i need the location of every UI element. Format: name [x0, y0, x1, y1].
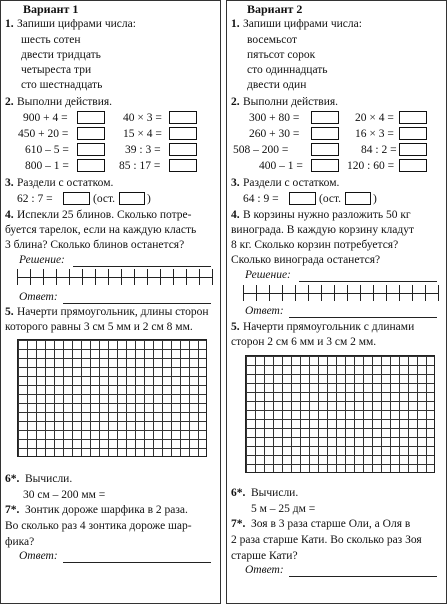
- tick: [69, 269, 70, 285]
- remainder-box[interactable]: [119, 192, 145, 205]
- task-5-line: сторон 2 см 6 мм и 3 см 2 мм.: [231, 336, 377, 348]
- tick: [308, 285, 309, 301]
- expression: 15 × 4 =: [123, 128, 162, 140]
- tick: [212, 269, 213, 285]
- number-word-3: сто одиннадцать: [247, 64, 328, 76]
- variant-title: Вариант 2: [247, 2, 303, 16]
- tick: [95, 269, 96, 285]
- expression: 16 × 3 =: [355, 128, 394, 140]
- task-7-line: старше Кати?: [231, 550, 298, 562]
- answer-box[interactable]: [77, 127, 105, 140]
- expression: 450 + 20 =: [18, 128, 69, 140]
- tick: [256, 285, 257, 301]
- answer-box[interactable]: [77, 159, 105, 172]
- expression: 39 : 3 =: [125, 144, 161, 156]
- tick: [386, 285, 387, 301]
- task-2-text: Выполни действия.: [243, 96, 339, 108]
- task-6-expression: 30 см – 200 мм =: [23, 489, 106, 501]
- tick: [373, 285, 374, 301]
- tick: [321, 285, 322, 301]
- expression: 84 : 2 =: [361, 144, 397, 156]
- task-6-text: Вычисли.: [251, 487, 299, 499]
- task-3-text: Раздели с остатком.: [243, 177, 340, 189]
- task-3-text: Раздели с остатком.: [17, 177, 114, 189]
- expression: 800 – 1 =: [25, 160, 69, 172]
- answer-label: Ответ:: [19, 291, 58, 303]
- task-4-line: 8 кг. Сколько корзин потребуется?: [231, 239, 399, 251]
- answer-underline: [63, 303, 211, 304]
- answer-box[interactable]: [311, 143, 339, 156]
- task-1-text: Запиши цифрами числа:: [243, 18, 362, 30]
- task-7-line: 2 раза старше Кати. Во сколько раз Зоя: [231, 534, 422, 546]
- answer-box[interactable]: [169, 127, 197, 140]
- division-expression: 64 : 9 =: [243, 193, 279, 205]
- tick: [438, 285, 439, 301]
- tick: [17, 269, 18, 285]
- variant-2-column: [226, 0, 447, 604]
- task-1-text: Запиши цифрами числа:: [17, 18, 136, 30]
- tick: [243, 285, 244, 301]
- tick: [160, 269, 161, 285]
- task-5-number: 5.: [231, 321, 240, 333]
- answer-label: Ответ:: [245, 305, 284, 317]
- answer-box[interactable]: [399, 111, 427, 124]
- task-5-line: Начерти прямоугольник, длины сторон: [17, 306, 209, 318]
- task-6-number: 6*.: [231, 487, 246, 499]
- remainder-close: ): [147, 193, 151, 205]
- remainder-box[interactable]: [345, 192, 371, 205]
- number-word-2: двести тридцать: [21, 49, 101, 61]
- tick: [199, 269, 200, 285]
- answer-underline: [63, 562, 211, 563]
- tick: [56, 269, 57, 285]
- answer-box[interactable]: [399, 159, 427, 172]
- tick: [412, 285, 413, 301]
- answer-box[interactable]: [77, 111, 105, 124]
- variant-title: Вариант 1: [23, 2, 79, 16]
- answer-box[interactable]: [169, 159, 197, 172]
- expression: 300 + 80 =: [249, 112, 300, 124]
- task-2-number: 2.: [5, 96, 14, 108]
- remainder-label: (ост.: [93, 193, 116, 205]
- expression: 40 × 3 =: [123, 112, 162, 124]
- tick: [43, 269, 44, 285]
- number-word-4: сто шестнадцать: [21, 79, 103, 91]
- task-5-number: 5.: [5, 306, 14, 318]
- answer-label: Ответ:: [19, 550, 58, 562]
- tick: [295, 285, 296, 301]
- task-4-number: 4.: [5, 209, 14, 221]
- tick: [186, 269, 187, 285]
- task-3-number: 3.: [231, 177, 240, 189]
- solution-label: Решение:: [19, 254, 65, 266]
- number-word-1: восемьсот: [247, 34, 297, 46]
- tick: [360, 285, 361, 301]
- expression: 508 – 200 =: [233, 144, 289, 156]
- task-4-line: 3 блина? Сколько блинов останется?: [5, 239, 185, 251]
- task-4-line: Сколько винограда останется?: [231, 254, 381, 266]
- task-1-number: 1.: [5, 18, 14, 30]
- solution-underline: [299, 281, 437, 282]
- tick: [82, 269, 83, 285]
- remainder-close: ): [373, 193, 377, 205]
- task-2-number: 2.: [231, 96, 240, 108]
- task-1-number: 1.: [231, 18, 240, 30]
- drawing-grid[interactable]: [17, 339, 207, 457]
- answer-box[interactable]: [399, 143, 427, 156]
- expression: 900 + 4 =: [23, 112, 68, 124]
- tick: [30, 269, 31, 285]
- answer-underline: [289, 317, 437, 318]
- task-7-number: 7*.: [5, 504, 20, 516]
- task-7-line: Зонтик дороже шарфика в 2 раза.: [25, 504, 188, 516]
- remainder-label: (ост.: [319, 193, 342, 205]
- answer-box[interactable]: [311, 127, 339, 140]
- solution-line: [17, 277, 213, 278]
- solution-underline: [73, 266, 211, 267]
- tick: [147, 269, 148, 285]
- answer-box[interactable]: [311, 111, 339, 124]
- expression: 610 – 5 =: [25, 144, 69, 156]
- expression: 260 + 30 =: [249, 128, 300, 140]
- drawing-grid[interactable]: [245, 355, 435, 473]
- number-word-1: шесть сотен: [21, 34, 81, 46]
- task-7-line: Зоя в 3 раза старше Оли, а Оля в: [251, 518, 411, 530]
- task-5-line: Начерти прямоугольник с длинами: [243, 321, 415, 333]
- task-6-text: Вычисли.: [25, 473, 73, 485]
- answer-box[interactable]: [399, 127, 427, 140]
- task-5-line: которого равны 3 см 5 мм и 2 см 8 мм.: [5, 321, 193, 333]
- number-word-4: двести один: [247, 79, 307, 91]
- tick: [282, 285, 283, 301]
- variant-1-column: [0, 0, 221, 604]
- tick: [108, 269, 109, 285]
- task-3-number: 3.: [5, 177, 14, 189]
- tick: [425, 285, 426, 301]
- task-4-line: буется тарелок, если на каждую класть: [5, 224, 197, 236]
- answer-box[interactable]: [77, 143, 105, 156]
- solution-line: [243, 293, 439, 294]
- tick: [134, 269, 135, 285]
- task-6-expression: 5 м – 25 дм =: [251, 503, 316, 515]
- task-4-line: В корзины нужно разложить 50 кг: [243, 209, 411, 221]
- division-expression: 62 : 7 =: [17, 193, 53, 205]
- expression: 120 : 60 =: [347, 160, 395, 172]
- answer-box[interactable]: [169, 143, 197, 156]
- task-7-line: Во сколько раз 4 зонтика дороже шар-: [5, 520, 192, 532]
- task-4-line: винограда. В каждую корзину кладут: [231, 224, 415, 236]
- tick: [269, 285, 270, 301]
- answer-box[interactable]: [311, 159, 339, 172]
- expression: 20 × 4 =: [355, 112, 394, 124]
- solution-label: Решение:: [245, 269, 291, 281]
- tick: [334, 285, 335, 301]
- expression: 85 : 17 =: [119, 160, 161, 172]
- tick: [121, 269, 122, 285]
- number-word-2: пятьсот сорок: [247, 49, 316, 61]
- answer-label: Ответ:: [245, 564, 284, 576]
- tick: [173, 269, 174, 285]
- tick: [347, 285, 348, 301]
- task-4-number: 4.: [231, 209, 240, 221]
- task-2-text: Выполни действия.: [17, 96, 113, 108]
- answer-box[interactable]: [169, 111, 197, 124]
- tick: [399, 285, 400, 301]
- task-7-number: 7*.: [231, 518, 246, 530]
- expression: 400 – 1 =: [259, 160, 303, 172]
- task-7-line: фика?: [5, 536, 35, 548]
- answer-underline: [289, 576, 437, 577]
- quotient-box[interactable]: [63, 192, 90, 205]
- quotient-box[interactable]: [289, 192, 316, 205]
- task-4-line: Испекли 25 блинов. Сколько потре-: [17, 209, 192, 221]
- task-6-number: 6*.: [5, 473, 20, 485]
- number-word-3: четыреста три: [21, 64, 92, 76]
